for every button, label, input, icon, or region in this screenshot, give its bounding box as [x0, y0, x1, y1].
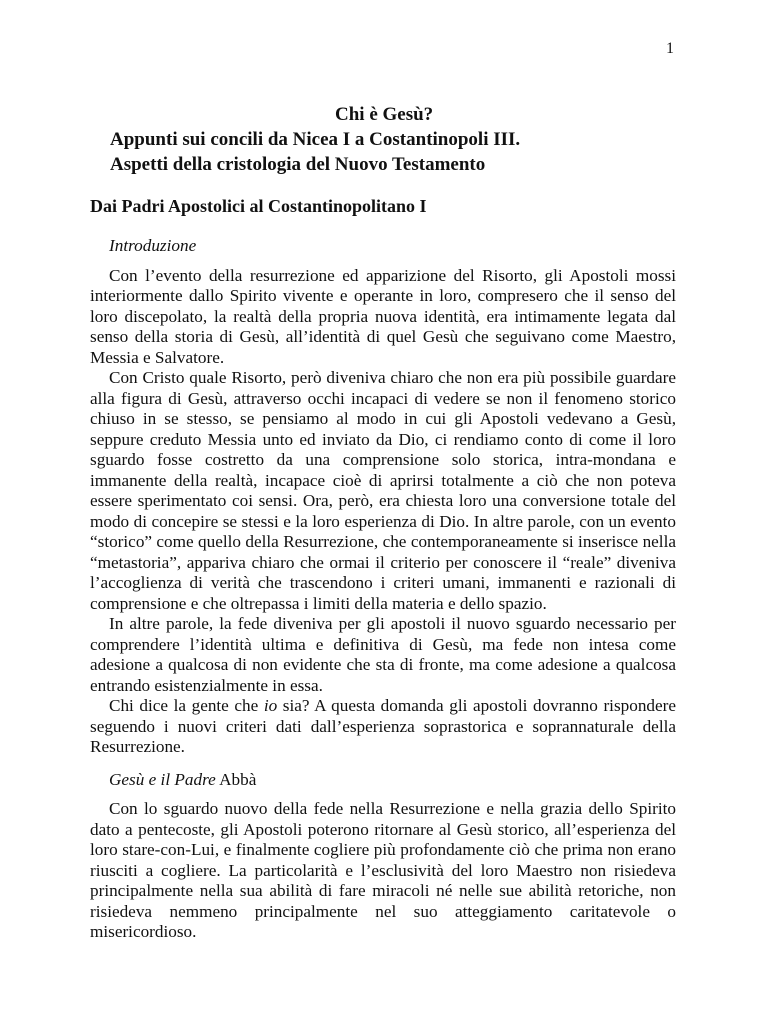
paragraph-2: Con Cristo quale Risorto, però diveniva chiaro che non era più possibile guardare alla figura di Gesù, attraverso occhi incapaci di vedere se non il fenomeno storico chiuso in se stesso, se pensiamo al modo in cui gli Apostoli vedevano a Gesù, seppure creduto Messia unto ed inviato da Dio, ci rendiamo conto di come il loro sguardo fosse costretto da una comprensione solo storica, intra-mondana e immanente della realtà, incapace cioè di aprirsi totalmente a ciò che non poteva essere sperimentato coi sensi. Ora, però, era chiesta loro una conversione totale del modo di concepire se stessi e la loro esperienza di Dio. In altre parole, con un evento “storico” come quello della Resurrezione, che contemporaneamente si inserisce nella “metastoria”, appariva chiaro che ormai il criterio per conoscere il “reale” diveniva l’accoglienza di verità che trascendono i criteri umani, immanenti e razionali di comprensione e che oltrepassa i limiti della materia e dello spazio. [90, 368, 676, 613]
title-line-3: Aspetti della cristologia del Nuovo Testamento [110, 154, 486, 175]
document-body [90, 236, 676, 943]
second-heading-italic: Gesù e il Padre [109, 769, 216, 789]
paragraph-4 [90, 696, 676, 758]
title-line-1: Chi è Gesù? [335, 104, 434, 125]
paragraph-1: Con l’evento della resurrezione ed apparizione del Risorto, gli Apostoli mossi interiormente dallo Spirito vivente e operante in loro, compresero che il senso del loro discepolato, la realtà della propria nuova identità, era intimamente legata dal senso della storia di Gesù, all’identità di quel Gesù che seguivano come Maestro, Messia e Salvatore. [90, 265, 676, 367]
paragraph-4-end: sia? A questa domanda gli apostoli dovranno rispondere seguendo i nuovi criteri dati dall’esperienza soprastorica e soprannaturale della Resurrezione. [90, 696, 676, 756]
second-heading [90, 770, 676, 791]
second-heading-plain: Abbà [215, 769, 257, 789]
section-heading: Dai Padri Apostolici al Costantinopolitano I [90, 196, 427, 216]
title-line-2: Appunti sui concili da Nicea I a Costantinopoli III. [110, 129, 521, 150]
title-block [110, 102, 710, 177]
paragraph-4-emphasis: io [263, 696, 278, 715]
paragraph-4-start: Chi dice la gente che [109, 696, 264, 715]
paragraph-3: In altre parole, la fede diveniva per gli apostoli il nuovo sguardo necessario per comprendere l’identità ultima e definitiva di Gesù, ma fede non intesa come adesione a qualcosa di non evidente che sta di fronte, ma come adesione a qualcosa entrando esistenzialmente in essa. [90, 614, 676, 695]
paragraph-5: Con lo sguardo nuovo della fede nella Resurrezione e nella grazia dello Spirito dato a pentecoste, gli Apostoli poterono ritornare al Gesù storico, all’esperienza del loro stare-con-Lui, e finalmente cogliere più profondamente ciò che prima non erano riusciti a cogliere. La particolarità e l’esclusività del loro Maestro non risiedeva principalmente nella sua abilità di fare miracoli né nelle sue abilità retoriche, non risiedeva nemmeno principalmente nel suo atteggiamento caritatevole o misericordioso. [90, 799, 676, 941]
page-number: 1 [666, 40, 674, 57]
intro-heading: Introduzione [109, 236, 197, 255]
